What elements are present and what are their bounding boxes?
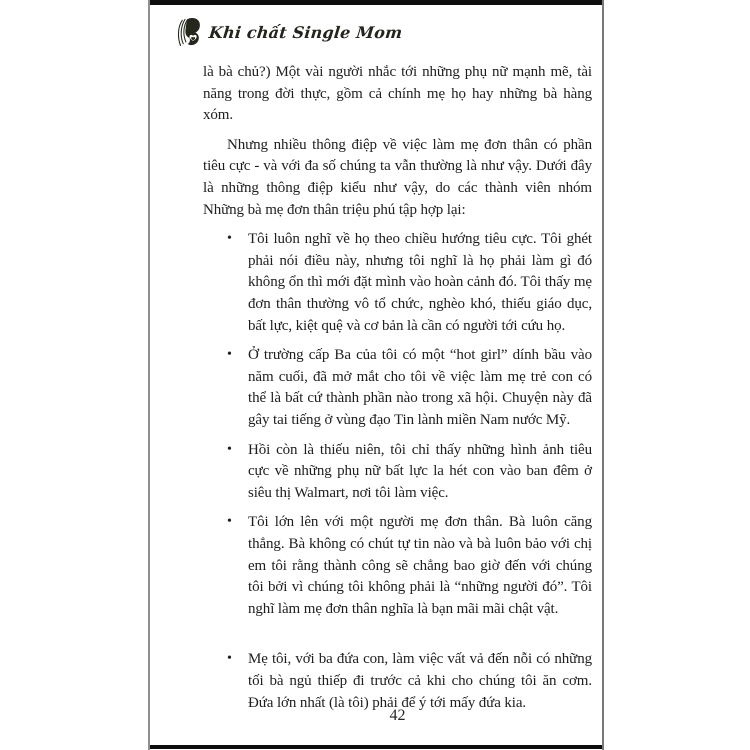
bullet-item	[203, 512, 592, 641]
bullet-item	[203, 345, 592, 431]
top-border-bar	[150, 0, 602, 5]
bullet-text: Ở trường cấp Ba của tôi có một “hot girl” dính bầu vào năm cuối, đã mở mắt cho tôi về việc làm mẹ trẻ con có thể là bất cứ thành phần nào trong xã hội. Chuyện này đã gây tai tiếng ở vùng đạo Tin lành miền Nam nước Mỹ.	[248, 347, 592, 428]
bullet-marker: •	[227, 231, 232, 247]
bullet-text: Tôi luôn nghĩ về họ theo chiều hướng tiêu cực. Tôi ghét phải nói điều này, nhưng tôi nghĩ là họ phải làm gì đó không ổn thì mới đặt mình vào hoàn cảnh đó. Tôi thấy mẹ đơn thân thường vô tổ chức, nghèo khó, thiếu giáo dục, bất lực, kiệt quệ và cơ bản là cần có người tới cứu họ.	[248, 231, 592, 334]
bullet-marker: •	[227, 651, 232, 667]
bullet-marker: •	[227, 347, 232, 363]
page-header	[176, 17, 402, 47]
bullet-item	[203, 649, 592, 714]
bullet-item	[203, 440, 592, 505]
bottom-border-bar	[150, 745, 602, 749]
bullet-marker: •	[227, 441, 232, 457]
page-number: 42	[389, 707, 406, 724]
book-page	[148, 0, 604, 750]
paragraph-continuation: là bà chủ?) Một vài người nhắc tới những phụ nữ mạnh mẽ, tài năng trong đời thực, gồm cả chính mẹ họ hay những bà hàng xóm.	[203, 64, 592, 124]
bullet-marker: •	[227, 514, 232, 530]
bullet-text: Tôi lớn lên với một người mẹ đơn thân. Bà luôn căng thẳng. Bà không có chút tự tin nào và bà luôn bảo với chị em tôi rằng thành công sẽ chẳng bao giờ đến với chúng tôi bởi vì chúng tôi không phải là “những người đó”. Tôi nghĩ làm mẹ đơn thân nghĩa là bạn mãi mãi chật vật.	[248, 514, 592, 617]
bullet-text: Hồi còn là thiếu niên, tôi chỉ thấy những hình ảnh tiêu cực về những phụ nữ bất lực la hét con vào ban đêm ở siêu thị Walmart, nơi tôi làm việc.	[248, 441, 592, 501]
testimonial-bullet-list	[203, 229, 592, 714]
bullet-item	[203, 229, 592, 337]
book-title: Khi chất Single Mom	[208, 22, 404, 42]
mother-and-child-logo-icon	[176, 17, 203, 47]
paragraph-intro: Nhưng nhiều thông điệp về việc làm mẹ đơn thân có phần tiêu cực - và với đa số chúng ta vẫn thường là như vậy. Dưới đây là những thông điệp kiểu như vậy, do các thành viên nhóm Những bà mẹ đơn thân triệu phú tập hợp lại:	[203, 136, 592, 218]
page-body-text	[203, 62, 592, 722]
bullet-text: Mẹ tôi, với ba đứa con, làm việc vất vả đến nỗi có những tối bà ngủ thiếp đi trước cả khi cho chúng tôi ăn cơm. Đứa lớn nhất (là tôi) phải để ý tới mấy đứa kia.	[248, 651, 592, 711]
